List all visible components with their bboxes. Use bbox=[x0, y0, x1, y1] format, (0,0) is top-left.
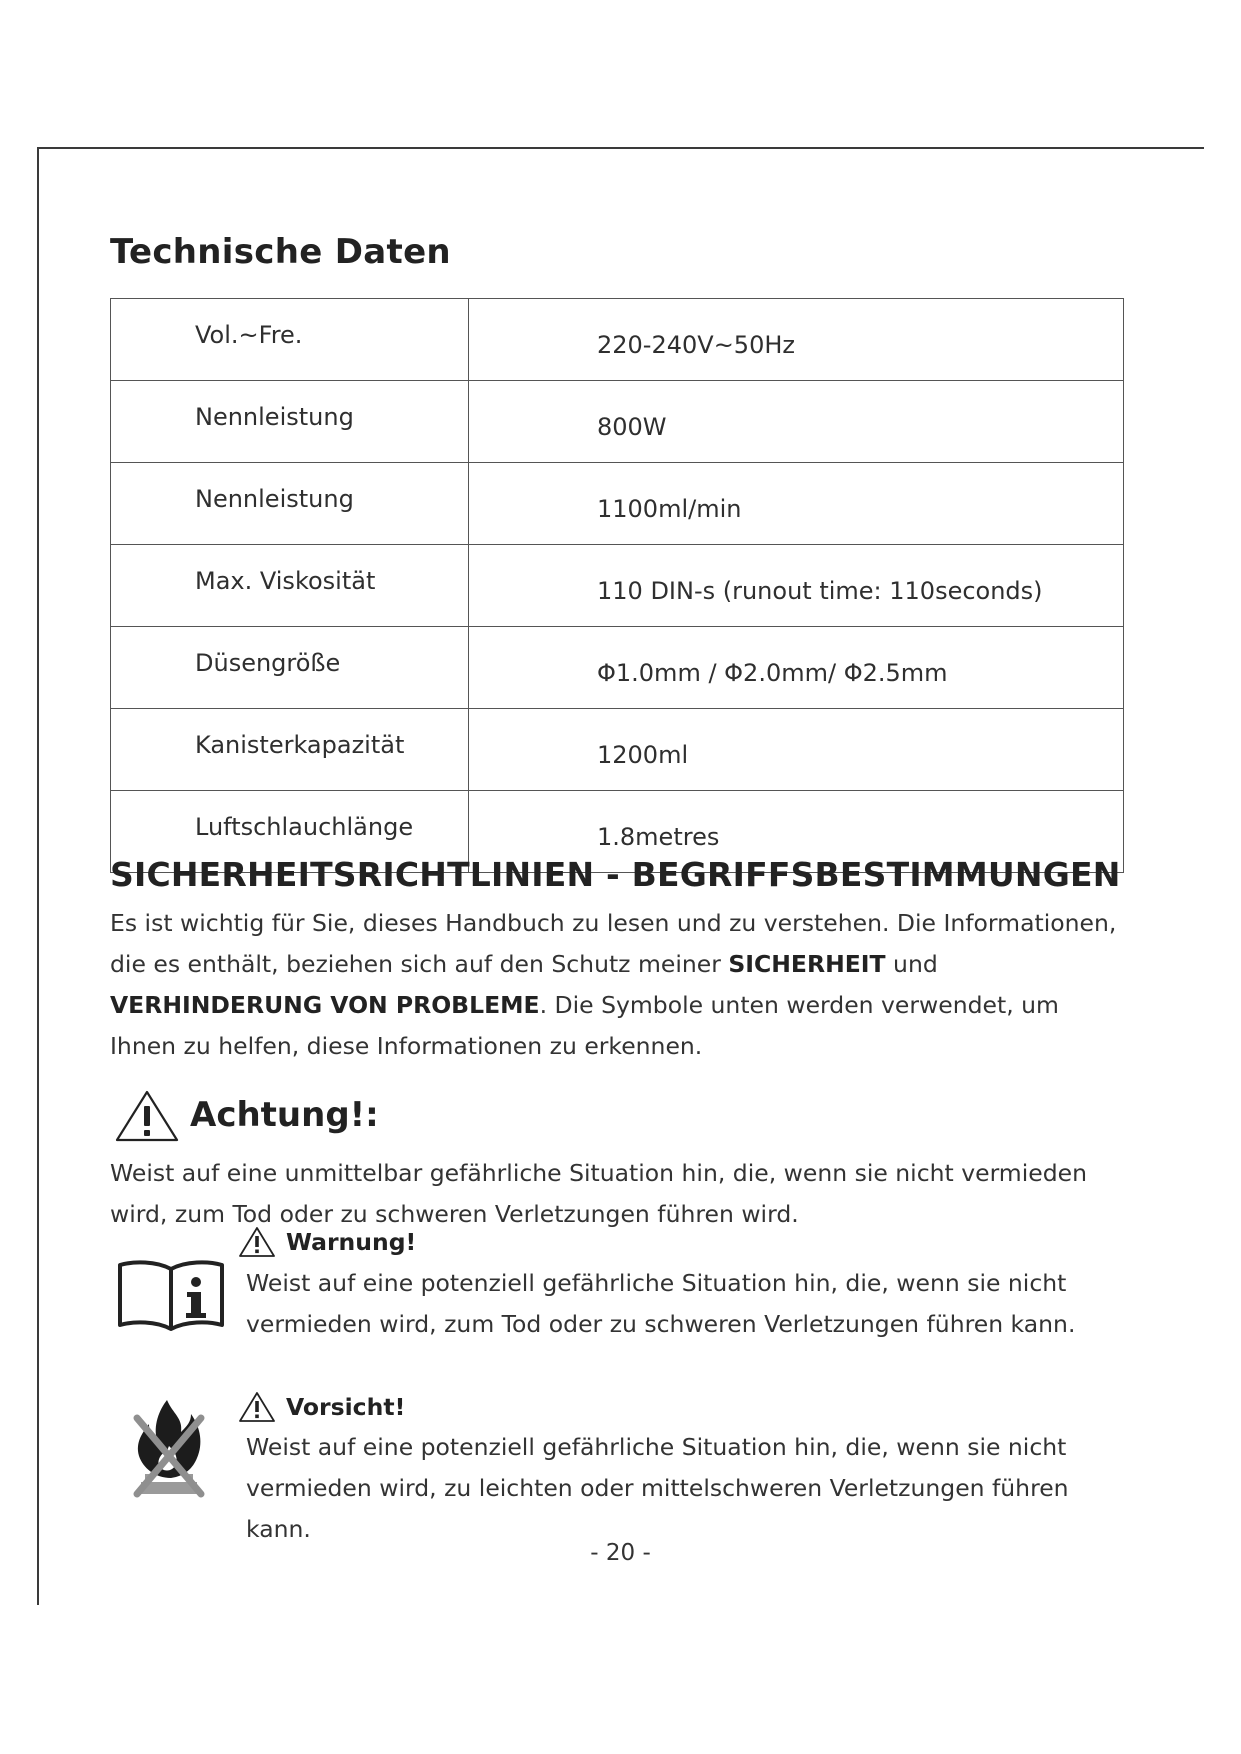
achtung-text: Weist auf eine unmittelbar gefährliche Situation hin, die, wenn sie nicht vermieden wird, zum Tod oder zu schweren Verletzungen führen wird. bbox=[110, 1159, 1087, 1228]
spec-value: 1200ml bbox=[469, 709, 1124, 791]
spec-label: Max. Viskosität bbox=[111, 545, 469, 627]
no-open-flame-icon bbox=[131, 1396, 207, 1500]
intro-text-3: . Die Symbole unten werden verwendet, um Ihnen zu helfen, diese Informationen zu erkennen. bbox=[110, 991, 1059, 1060]
spec-value: Φ1.0mm / Φ2.0mm/ Φ2.5mm bbox=[469, 627, 1124, 709]
achtung-title: Achtung!: bbox=[190, 1095, 379, 1135]
warning-triangle-icon bbox=[114, 1089, 180, 1143]
spec-value: 1.8metres bbox=[469, 791, 1124, 873]
intro-bold-safety: SICHERHEIT bbox=[728, 950, 886, 978]
vorsicht-heading bbox=[238, 1391, 405, 1423]
vorsicht-text: Weist auf eine potenziell gefährliche Situation hin, die, wenn sie nicht vermieden wird, zu leichten oder mittelschweren Verletzungen führen kann. bbox=[246, 1433, 1069, 1543]
warnung-text: Weist auf eine potenziell gefährliche Situation hin, die, wenn sie nicht vermieden wird, zum Tod oder zu schweren Verletzungen führen kann. bbox=[246, 1269, 1076, 1338]
vorsicht-title: Vorsicht! bbox=[286, 1393, 406, 1421]
technical-data-heading: Technische Daten bbox=[110, 232, 451, 272]
spec-value: 220-240V~50Hz bbox=[469, 299, 1124, 381]
table-row bbox=[111, 463, 1124, 545]
spec-label: Düsengröße bbox=[111, 627, 469, 709]
spec-value: 110 DIN-s (runout time: 110seconds) bbox=[469, 545, 1124, 627]
spec-label: Kanisterkapazität bbox=[111, 709, 469, 791]
specs-table bbox=[110, 298, 1124, 873]
page-frame-top-border bbox=[37, 147, 1204, 149]
warning-triangle-icon bbox=[238, 1391, 276, 1423]
safety-intro-paragraph bbox=[110, 903, 1130, 1067]
manual-info-icon bbox=[116, 1255, 226, 1331]
warning-triangle-icon bbox=[238, 1226, 276, 1258]
warnung-heading bbox=[238, 1226, 416, 1258]
table-row bbox=[111, 381, 1124, 463]
page-frame-left-border bbox=[37, 147, 39, 1605]
intro-text-1: Es ist wichtig für Sie, dieses Handbuch zu lesen und zu verstehen. Die Informationen, die es enthält, beziehen sich auf den Schutz meiner bbox=[110, 909, 1117, 978]
table-row bbox=[111, 627, 1124, 709]
warnung-title: Warnung! bbox=[286, 1228, 417, 1256]
table-row bbox=[111, 299, 1124, 381]
spec-label: Nennleistung bbox=[111, 463, 469, 545]
page-number: - 20 - bbox=[590, 1540, 651, 1566]
spec-label: Nennleistung bbox=[111, 381, 469, 463]
table-row bbox=[111, 709, 1124, 791]
intro-text-2: und bbox=[885, 950, 938, 978]
spec-label: Vol.~Fre. bbox=[111, 299, 469, 381]
spec-value: 1100ml/min bbox=[469, 463, 1124, 545]
intro-bold-prevention: VERHINDERUNG VON PROBLEME bbox=[110, 991, 540, 1019]
table-row bbox=[111, 545, 1124, 627]
spec-label: Luftschlauchlänge bbox=[111, 791, 469, 873]
safety-heading: SICHERHEITSRICHTLINIEN - BEGRIFFSBESTIMMUNGEN bbox=[110, 855, 1121, 894]
spec-value: 800W bbox=[469, 381, 1124, 463]
